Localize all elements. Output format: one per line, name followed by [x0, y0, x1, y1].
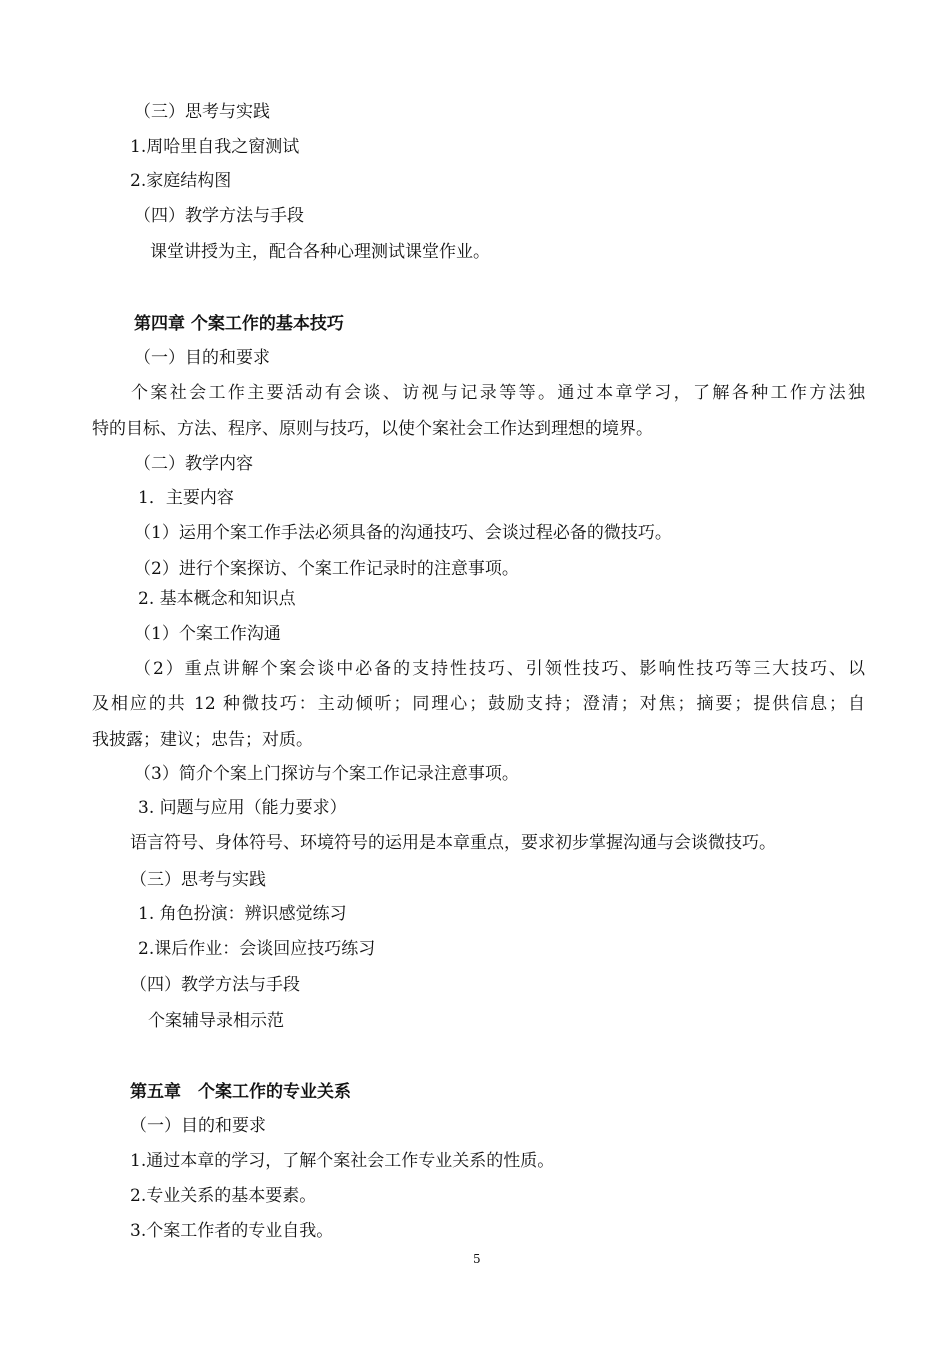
subsection-heading: （二）教学内容 [134, 454, 253, 474]
paragraph: 个案辅导录相示范 [148, 1011, 284, 1031]
list-item: （2）重点讲解个案会谈中必备的支持性技巧、引领性技巧、影响性技巧等三大技巧、以 [134, 659, 865, 679]
list-heading: 2. 基本概念和知识点 [138, 589, 296, 609]
list-heading: 3. 问题与应用（能力要求） [138, 798, 347, 818]
chapter-heading: 第五章 个案工作的专业关系 [130, 1082, 351, 1102]
paragraph: 课堂讲授为主，配合各种心理测试课堂作业。 [150, 242, 490, 262]
subsection-heading: （一）目的和要求 [130, 1116, 266, 1136]
list-item: （2）进行个案探访、个案工作记录时的注意事项。 [134, 559, 519, 579]
list-item: 2.家庭结构图 [130, 171, 232, 191]
list-item: （1）个案工作沟通 [134, 624, 281, 644]
list-item: 1.通过本章的学习，了解个案社会工作专业关系的性质。 [130, 1151, 555, 1171]
subsection-heading: （三）思考与实践 [134, 102, 270, 122]
paragraph: 语言符号、身体符号、环境符号的运用是本章重点，要求初步掌握沟通与会谈微技巧。 [130, 833, 776, 853]
paragraph-continuation: 我披露；建议；忠告；对质。 [92, 730, 313, 750]
subsection-heading: （一）目的和要求 [134, 348, 270, 368]
page-number: 5 [473, 1252, 481, 1266]
list-item: （1）运用个案工作手法必须具备的沟通技巧、会谈过程必备的微技巧。 [134, 523, 672, 543]
subsection-heading: （四）教学方法与手段 [134, 206, 304, 226]
list-item: 1.周哈里自我之窗测试 [130, 137, 300, 157]
list-item: 2.课后作业：会谈回应技巧练习 [138, 939, 376, 959]
list-item: 2.专业关系的基本要素。 [130, 1186, 317, 1206]
list-item: （3）简介个案上门探访与个案工作记录注意事项。 [134, 764, 519, 784]
subsection-heading: （四）教学方法与手段 [130, 975, 300, 995]
chapter-heading: 第四章 个案工作的基本技巧 [134, 314, 344, 334]
list-item: 1. 角色扮演：辨识感觉练习 [138, 904, 347, 924]
paragraph-continuation: 特的目标、方法、程序、原则与技巧，以使个案社会工作达到理想的境界。 [92, 419, 653, 439]
paragraph: 个案社会工作主要活动有会谈、访视与记录等等。通过本章学习，了解各种工作方法独 [131, 383, 865, 403]
paragraph-continuation: 及相应的共 12 种微技巧：主动倾听；同理心；鼓励支持；澄清；对焦；摘要；提供信息；自 [92, 694, 865, 714]
subsection-heading: （三）思考与实践 [130, 870, 266, 890]
list-heading: 1．主要内容 [138, 488, 234, 508]
list-item: 3.个案工作者的专业自我。 [130, 1221, 334, 1241]
